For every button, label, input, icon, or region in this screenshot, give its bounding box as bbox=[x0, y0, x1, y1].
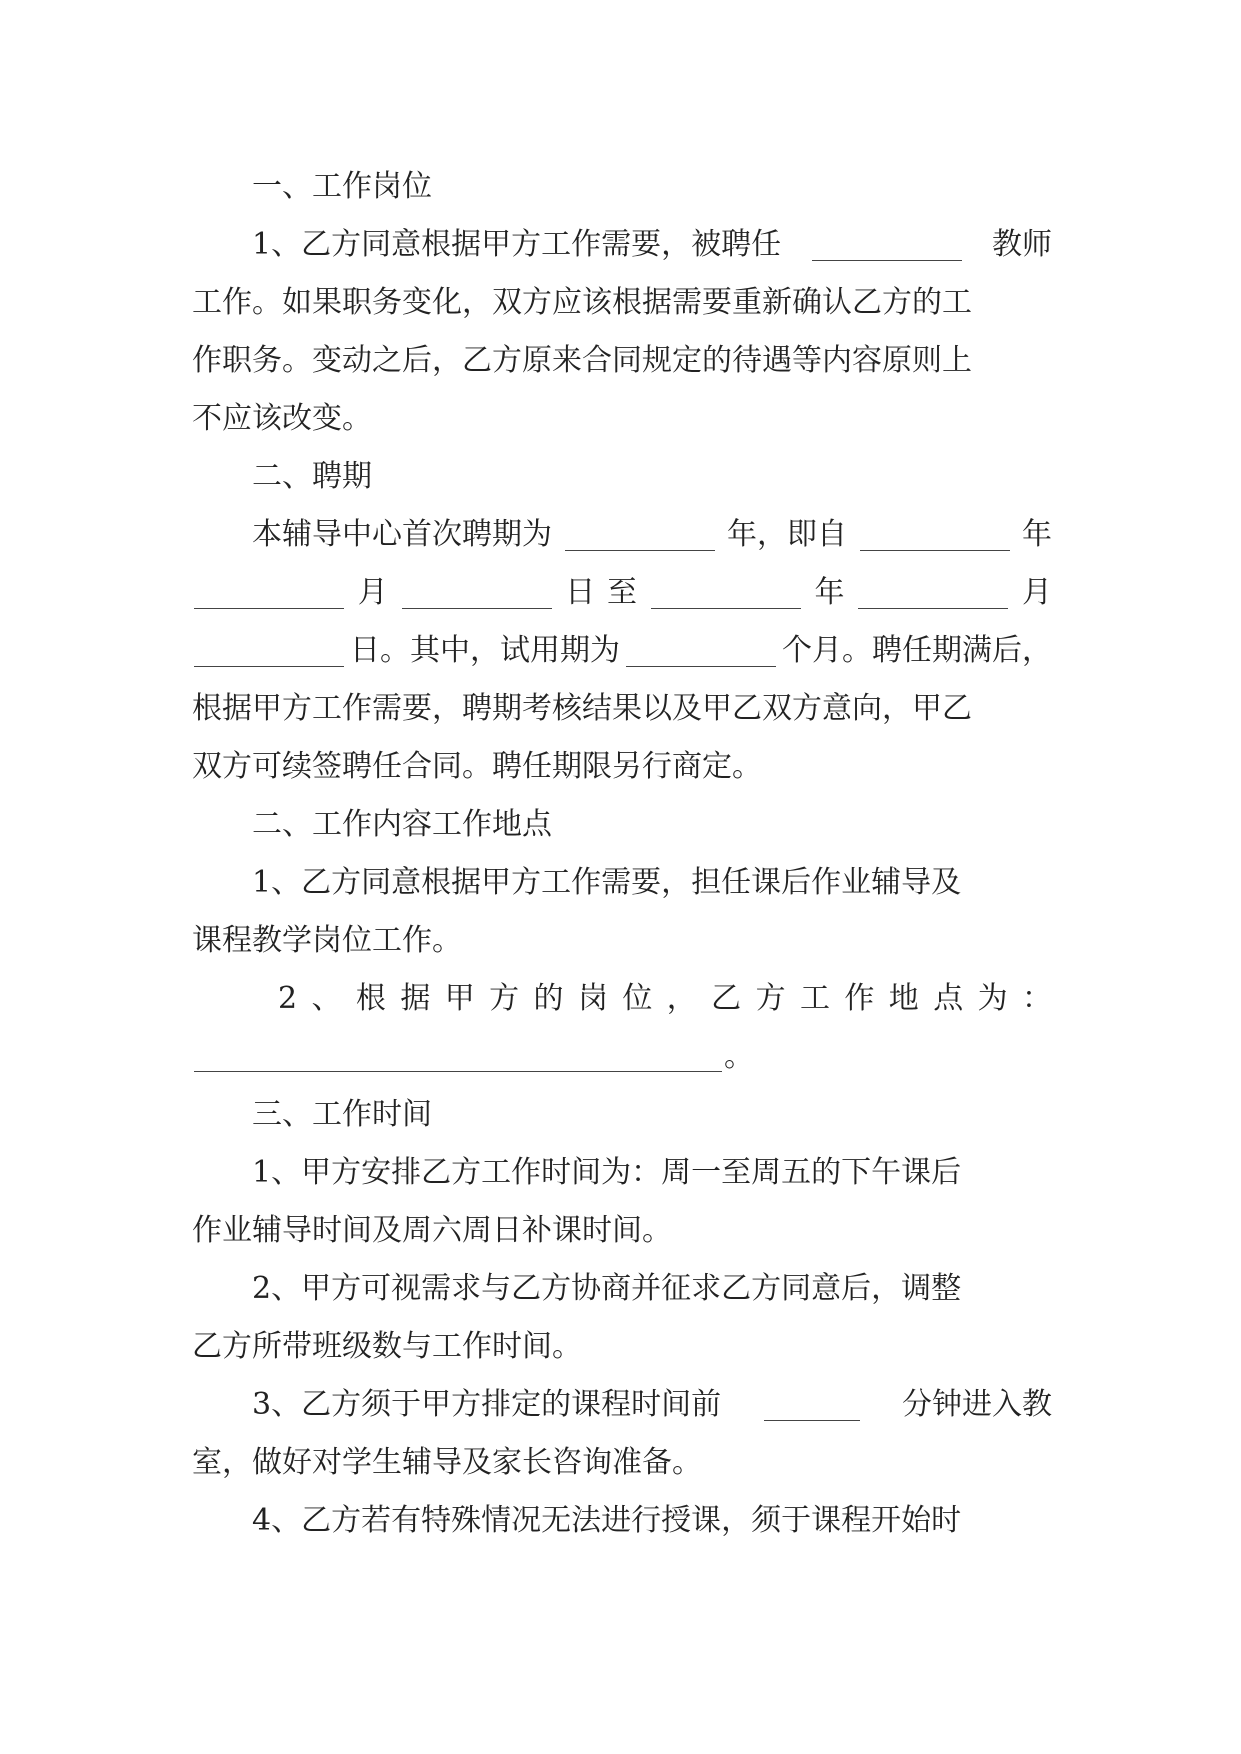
text-run: 至 bbox=[607, 575, 637, 610]
text-run: 年 bbox=[814, 575, 845, 610]
paragraph-line: 根据甲方工作需要，聘期考核结果以及甲乙双方意向，甲乙 bbox=[192, 691, 972, 726]
section-heading-term: 二、聘期 bbox=[252, 459, 372, 494]
text-char: 作 bbox=[844, 981, 875, 1016]
paragraph-line: 作职务。变动之后，乙方原来合同规定的待遇等内容原则上 bbox=[192, 343, 972, 378]
paragraph-line bbox=[192, 564, 1052, 622]
paragraph-line: 1、乙方同意根据甲方工作需要，担任课后作业辅导及 bbox=[252, 865, 962, 900]
text-char: ： bbox=[1022, 981, 1052, 1016]
text-run: 1、乙方同意根据甲方工作需要，被聘任 bbox=[252, 227, 782, 262]
paragraph-line: 不应该改变。 bbox=[192, 401, 372, 436]
text-char: 的 bbox=[533, 981, 564, 1016]
text-run: 个月。聘任期满后， bbox=[782, 633, 1052, 668]
text-char: 工 bbox=[799, 981, 830, 1016]
text-run: 日。其中，试用期为 bbox=[350, 633, 620, 668]
text-char: 据 bbox=[400, 981, 431, 1016]
text-run: 日 bbox=[565, 575, 596, 610]
text-char: 岗 bbox=[577, 981, 608, 1016]
section-heading-position: 一、工作岗位 bbox=[252, 169, 432, 204]
text-run: 3、乙方须于甲方排定的课程时间前 bbox=[252, 1387, 722, 1422]
text-run: 。 bbox=[724, 1039, 754, 1074]
paragraph-line: 作业辅导时间及周六周日补课时间。 bbox=[192, 1213, 672, 1248]
paragraph-line: 课程教学岗位工作。 bbox=[192, 923, 462, 958]
text-run: 本辅导中心首次聘期为 bbox=[252, 517, 552, 552]
paragraph-line bbox=[192, 506, 1052, 564]
fill-blank-years[interactable] bbox=[565, 520, 715, 551]
paragraph-line: 4、乙方若有特殊情况无法进行授课，须于课程开始时 bbox=[252, 1503, 962, 1538]
text-run: 年，即自 bbox=[727, 517, 847, 552]
fill-blank-end-month[interactable] bbox=[858, 578, 1008, 609]
fill-blank-start-month[interactable] bbox=[194, 578, 344, 609]
section-heading-work-time: 三、工作时间 bbox=[252, 1097, 432, 1132]
text-char: 甲 bbox=[444, 981, 475, 1016]
text-char: 点 bbox=[933, 981, 964, 1016]
paragraph-line: 工作。如果职务变化，双方应该根据需要重新确认乙方的工 bbox=[192, 285, 972, 320]
text-run: 分钟进入教 bbox=[902, 1387, 1052, 1422]
text-char: 、 bbox=[311, 981, 342, 1016]
text-run: 月 bbox=[357, 575, 388, 610]
paragraph-line bbox=[192, 216, 1052, 274]
fill-blank-end-year[interactable] bbox=[651, 578, 801, 609]
fill-blank-probation-months[interactable] bbox=[626, 636, 776, 667]
text-char: 为 bbox=[977, 981, 1008, 1016]
text-char: 方 bbox=[489, 981, 520, 1016]
paragraph-line bbox=[192, 1376, 1052, 1434]
paragraph-line: 双方可续签聘任合同。聘任期限另行商定。 bbox=[192, 749, 762, 784]
paragraph-line bbox=[192, 622, 1052, 680]
text-char: 位 bbox=[622, 981, 653, 1016]
text-char: 根 bbox=[355, 981, 386, 1016]
text-run: 月 bbox=[1022, 575, 1052, 610]
text-char: ， bbox=[666, 981, 697, 1016]
paragraph-line: 乙方所带班级数与工作时间。 bbox=[192, 1329, 582, 1364]
text-char: 方 bbox=[755, 981, 786, 1016]
section-heading-content-location: 二、工作内容工作地点 bbox=[252, 807, 552, 842]
paragraph-line: 2、甲方可视需求与乙方协商并征求乙方同意后，调整 bbox=[252, 1271, 962, 1306]
text-run: 年 bbox=[1022, 517, 1052, 552]
text-char: 2 bbox=[278, 981, 298, 1016]
fill-blank-end-day[interactable] bbox=[194, 636, 344, 667]
paragraph-line: 1、甲方安排乙方工作时间为：周一至周五的下午课后 bbox=[252, 1155, 962, 1190]
fill-blank-work-location[interactable] bbox=[194, 1041, 722, 1072]
fill-blank-position[interactable] bbox=[812, 230, 962, 261]
fill-blank-start-day[interactable] bbox=[402, 578, 552, 609]
paragraph-line: 室，做好对学生辅导及家长咨询准备。 bbox=[192, 1445, 702, 1480]
paragraph-line bbox=[192, 1028, 1052, 1086]
fill-blank-minutes[interactable] bbox=[764, 1390, 860, 1421]
document-page bbox=[192, 158, 1052, 1550]
text-char: 地 bbox=[888, 981, 919, 1016]
paragraph-line bbox=[192, 970, 1052, 1028]
fill-blank-start-year[interactable] bbox=[860, 520, 1010, 551]
text-run: 教师 bbox=[992, 227, 1052, 262]
text-char: 乙 bbox=[711, 981, 742, 1016]
